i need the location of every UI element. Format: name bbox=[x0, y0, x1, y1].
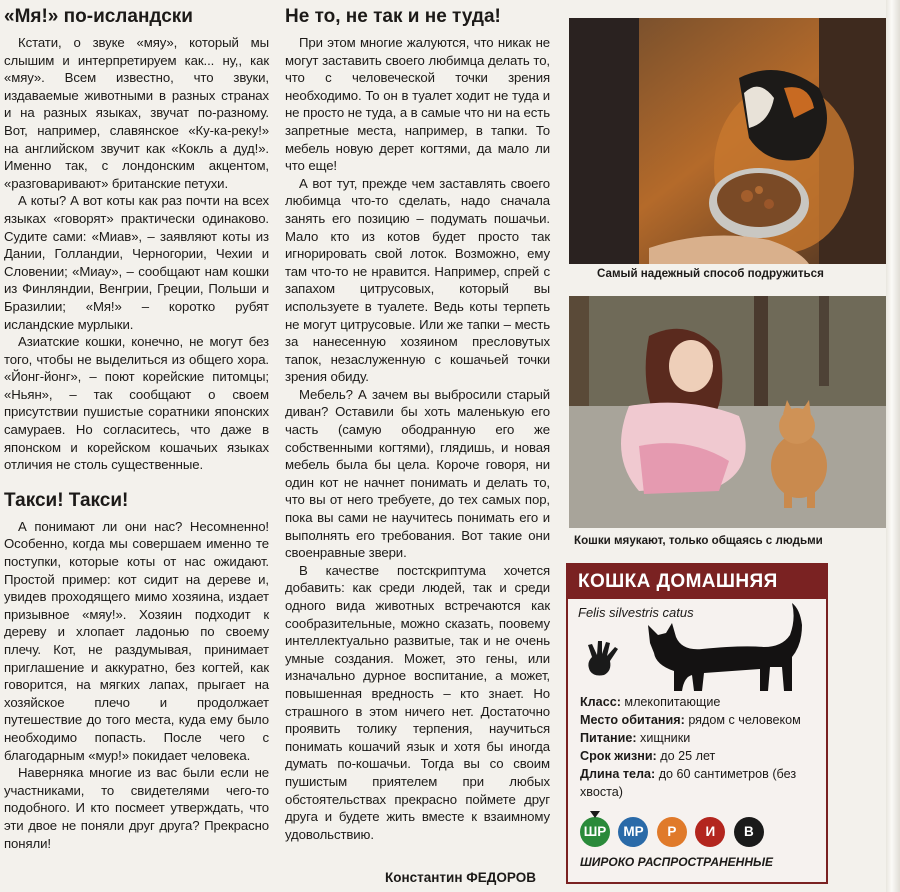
prevalence-status: ШИРОКО РАСПРОСТРАНЕННЫЕ bbox=[580, 855, 774, 869]
latin-name: Felis silvestris catus bbox=[578, 605, 694, 620]
section-heading-icelandic: «Мя!» по-исландски bbox=[4, 6, 193, 27]
prevalence-badge: Р bbox=[657, 817, 687, 847]
paragraph: Кстати, о звуке «мяу», который мы слышим и интерпретируем как... ну,, как «мяу». Всем известно, что звуки, издаваемые животными в разных странах и на разных языках, звучат по-разному. Вот, например, славянское «Ку-ка-реку!» на английском звучит как «Кокль а дуд!». Именно так, с лондонским акцентом, «разговаривают» британские петухи. bbox=[4, 35, 269, 191]
section-heading-not-that: Не то, не так и не туда! bbox=[285, 6, 501, 27]
paragraph: А понимают ли они нас? Несомненно! Особенно, когда мы совершаем именно те поступки, которые коты от нас ожидают. Простой пример: кот сидит на дереве и, увидев проходящего мимо хозяина, издает призывное «мяу!». Хозяин подходит к дереву и хлопает ладонью по своему плечу. Кот, не раздумывая, принимает приглашение и аккуратно, без когтей, как говорится, на мягких лапах, прыгает на хозяйское плечо и продолжает путешествие до того места, куда ему было необходимо попасть. После чего с благодарным «мур!» покидает человека. bbox=[4, 518, 269, 763]
prevalence-badge: МР bbox=[618, 817, 648, 847]
prevalence-badge: И bbox=[695, 817, 725, 847]
paragraph: В качестве постскриптума хочется добавить: как среди людей, так и среди одного вида животных встречаются как сообразительные, можно сказать, поовему интеллектуально развитые, так и не очень умные создания. Может, это гены, или изначально дурное воспитание, а может, повышенная вредность – кто знает. Но страшного в этом ничего нет. Достаточно проявить толику терпения, научиться понимать кошачий язык и хотя бы иногда думать по-кошачьи. Тогда вы со своим пушистым приятелем при любых обстоятельствах прекрасно поймете друг друга и будете жить вместе к взаимному удовольствию. bbox=[285, 562, 550, 842]
fact-row: Класс: млекопитающие bbox=[580, 695, 721, 709]
paragraph: А коты? А вот коты как раз почти на всех языках «говорят» практически одинаково. Судите сами: «Миав», – заявляют коты из Дании, Голландии, Черногории, Чехии и Словении; «Миау», – сообщают нам кошки из Финляндии, Венгрии, Греции, Польши и Бразилии; «Мя!» – коротко рубят исландские мурлыки. bbox=[4, 193, 269, 332]
fact-row: Место обитания: рядом с человеком bbox=[580, 713, 801, 727]
column-left bbox=[4, 4, 269, 852]
cat-silhouette-icon bbox=[642, 595, 812, 698]
page-edge bbox=[886, 0, 900, 892]
section-heading-taxi: Такси! Такси! bbox=[4, 489, 129, 511]
author-byline: Константин ФЕДОРОВ bbox=[385, 870, 536, 885]
column-middle bbox=[285, 4, 550, 843]
prevalence-badges bbox=[580, 817, 768, 847]
paragraph: Мебель? А зачем вы выбросили старый диван? Оставили бы хоть маленькую его часть (самую ободранную его же собственными когтями), глядишь, и новая мебель была бы цела. Короче говоря, ни один кот не начнет понимать и делать то, что вы от него требуете, до тех самых пор, пока вы сами не научитесь понимать его и выполнять его требования. Вот такие они своенравные звери. bbox=[285, 386, 550, 561]
species-info-card bbox=[566, 563, 828, 884]
paragraph: Азиатские кошки, конечно, не могут без того, чтобы не выделиться из общего хора. «Йонг-йонг», – поют корейские питомцы; «Ньян», – так сообщают о своем присутствии пушистые соратники японских самураев. Но согласитесь, что даже в японском и корейском кошачьих языках отличия не столь существенные. bbox=[4, 334, 269, 473]
photo-cat-feeding bbox=[569, 18, 890, 264]
card-title: КОШКА ДОМАШНЯЯ bbox=[568, 565, 826, 599]
facts-list bbox=[580, 693, 820, 801]
paragraph: А вот тут, прежде чем заставлять своего любимца что-то сделать, надо сначала занять его позицию – подумать пошачьи. Мало кто из котов будет просто так игнорировать свой лоток. Возможно, ему там что-то не нравится. Например, спрей с запахом цитрусовых, который вы используете в туалете. Ведь коты терпеть не могут цитрусовые. Или же тапки – месть за нанесенную хозяином пресловутых тапок, незаслуженную с кошачьей точки зрения обиду. bbox=[285, 175, 550, 385]
photo-caption: Самый надежный способ подружиться bbox=[597, 267, 824, 280]
paragraph: При этом многие жалуются, что никак не могут заставить своего любимца делать то, что с человеческой точки зрения необходимо. То он в туалет ходит не туда и не просто не туда, а в самые что ни на есть запретные места, например, в тапки. То мебель новую дерет когтями, да мало ли что еще! bbox=[285, 35, 550, 174]
prevalence-badge: ШР bbox=[580, 817, 610, 847]
fact-row: Длина тела: до 60 сантиметров (без хвоста) bbox=[580, 767, 797, 799]
fact-row: Срок жизни: до 25 лет bbox=[580, 749, 716, 763]
photo-caption: Кошки мяукают, только общаясь с людьми bbox=[574, 534, 823, 547]
paragraph: Наверняка многие из вас были если не участниками, то свидетелями чего-то подобного. И кто посмеет утверждать, что эти двое не поняли друг друга? Прекрасно поняли! bbox=[4, 765, 269, 851]
prevalence-badge: В bbox=[734, 817, 764, 847]
paw-icon bbox=[582, 637, 624, 682]
photo-girl-with-cat bbox=[569, 296, 890, 528]
fact-row: Питание: хищники bbox=[580, 731, 691, 745]
